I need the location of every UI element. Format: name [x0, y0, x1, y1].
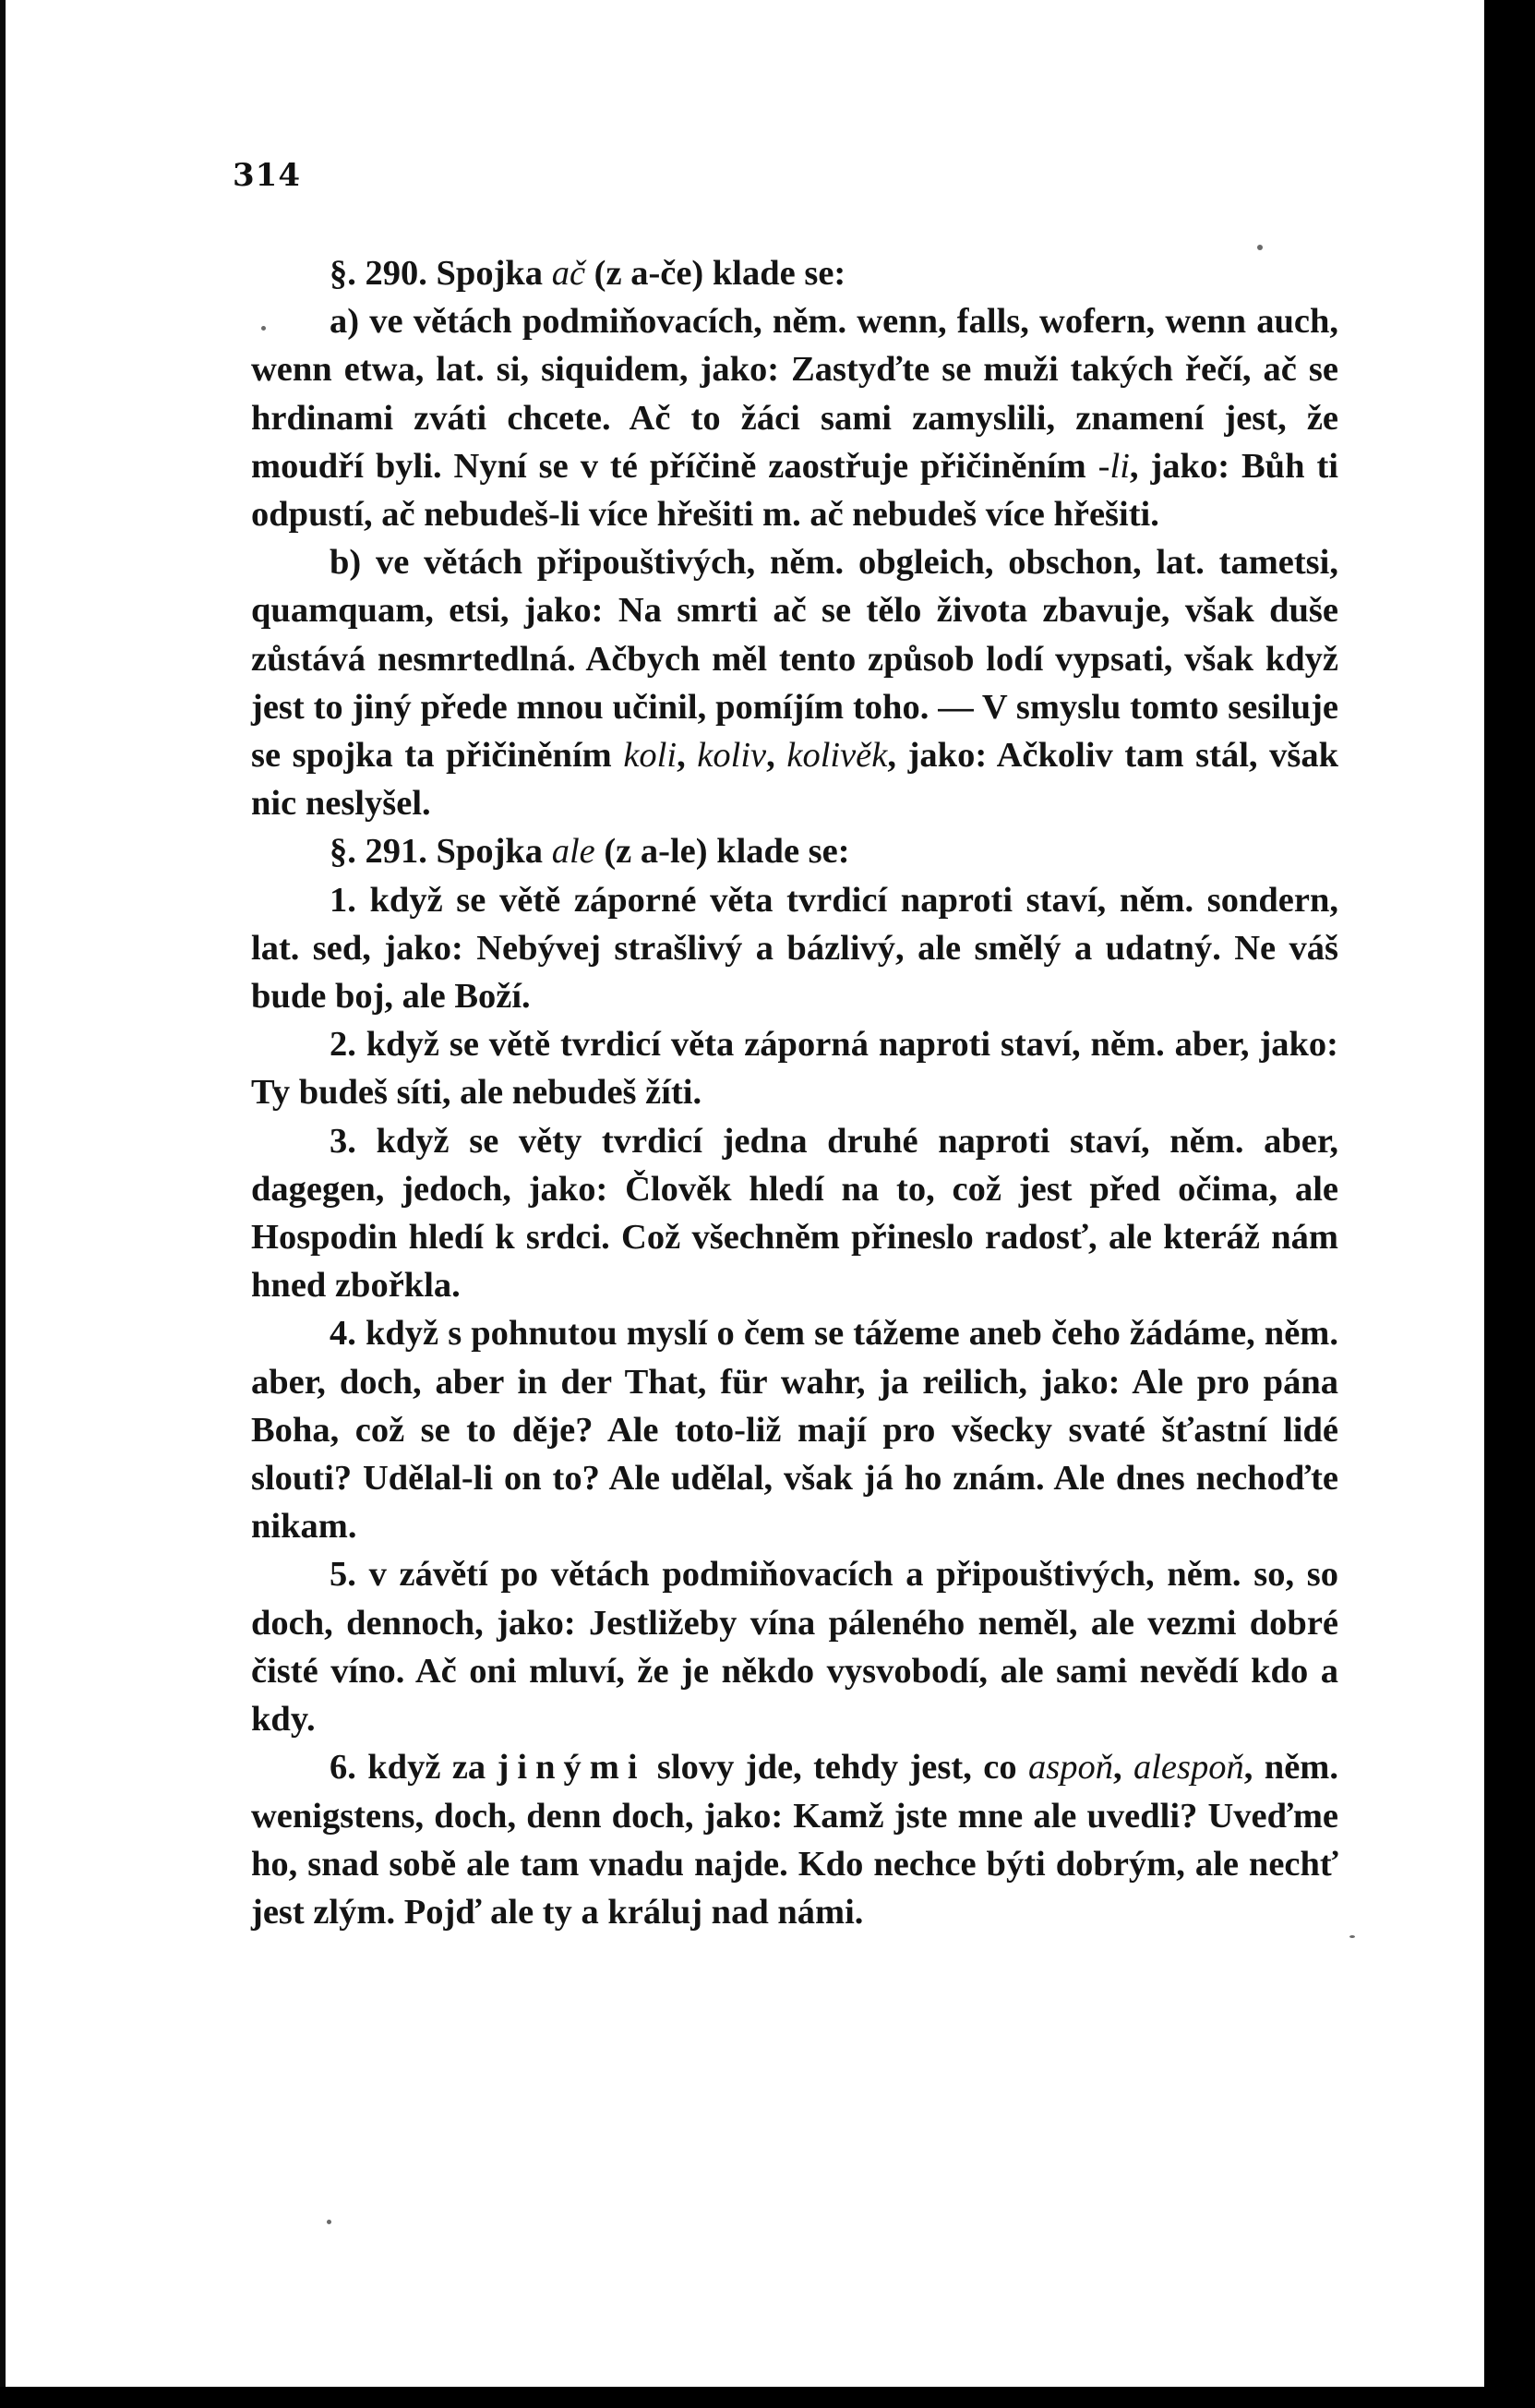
section-291-item-5: 5. v závětí po větách podmiňovacích a připouštivých, něm. so, so doch, dennoch, jako: Jestližeby vína páleného neměl, ale vezmi dobré čisté víno. Ač oni mluví, že je někdo vysvobodí, ale sami nevědí kdo a kdy. [251, 1555, 1338, 1740]
scan-left-edge [0, 0, 6, 2408]
section-291-item-2: 2. když se větě tvrdicí věta záporná naproti staví, něm. aber, jako: Ty budeš síti, ale nebudeš žíti. [251, 1025, 1338, 1113]
section-290-paragraph-b: b) ve větách připouštivých, něm. obgleich, obschon, lat. tametsi, quamquam, etsi, jako: Na smrti ač se tělo života zbavuje, však duše zůstává nesmrtedlná. Ačbych měl tento způsob lodí vypsati, však když jest to jiný přede mnou učinil, pomíjím toho. — V smyslu tomto sesiluje se spojka ta přičiněním koli, koliv, kolivěk, jako: Ačkoliv tam stál, však nic neslyšel. [251, 543, 1339, 824]
scan-speck [1349, 1935, 1355, 1938]
scan-right-edge [1484, 0, 1535, 2408]
section-291-item-6: 6. když za jinými slovy jde, tehdy jest, co aspoň, alespoň, něm. wenigstens, doch, denn doch, jako: Kamž jste mne ale uvedli? Uveďme ho, snad sobě ale tam vnadu najde. Kdo nechce býti dobrým, ale nechť jest zlým. Pojď ale ty a králuj nad námi. [251, 1748, 1338, 1932]
scan-speck [327, 2220, 331, 2224]
section-291-item-3: 3. když se věty tvrdicí jedna druhé naproti staví, něm. aber, dagegen, jedoch, jako: Člověk hledí na to, což jest před očima, ale Hospodin hledí k srdci. Což všechněm přineslo radosť, ale kteráž nám hned zbořkla. [251, 1121, 1338, 1306]
body-text [251, 249, 1338, 1936]
section-291-item-4: 4. když s pohnutou myslí o čem se tážeme aneb čeho žádáme, něm. aber, doch, aber in der That, für wahr, ja reilich, jako: Ale pro pána Boha, což se to děje? Ale toto-liž mají pro všecky svaté šťastní lidé slouti? Udělal-li on to? Ale udělal, však já ho znám. Ale dnes nechoďte nikam. [251, 1314, 1338, 1547]
section-290-paragraph-a: a) ve větách podmiňovacích, něm. wenn, falls, wofern, wenn auch, wenn etwa, lat. si, siquidem, jako: Zastyďte se muži takých řečí, ač se hrdinami zváti chcete. Ač to žáci sami zamyslili, znamení jest, že moudří byli. Nyní se v té příčině zaostřuje přičiněním -li, jako: Bůh ti odpustí, ač nebudeš-li více hřešiti m. ač nebudeš více hřešiti. [251, 302, 1338, 535]
section-290-heading: §. 290. Spojka ač (z a-če) klade se: [330, 254, 846, 293]
page-number: 314 [233, 157, 301, 194]
section-291-heading: §. 291. Spojka ale (z a-le) klade se: [330, 832, 850, 872]
section-291-item-1: 1. když se větě záporné věta tvrdicí naproti staví, něm. sondern, lat. sed, jako: Nebývej strašlivý a bázlivý, ale smělý a udatný. Ne váš bude boj, ale Boží. [251, 880, 1338, 1017]
scan-bottom-edge [0, 2387, 1535, 2408]
